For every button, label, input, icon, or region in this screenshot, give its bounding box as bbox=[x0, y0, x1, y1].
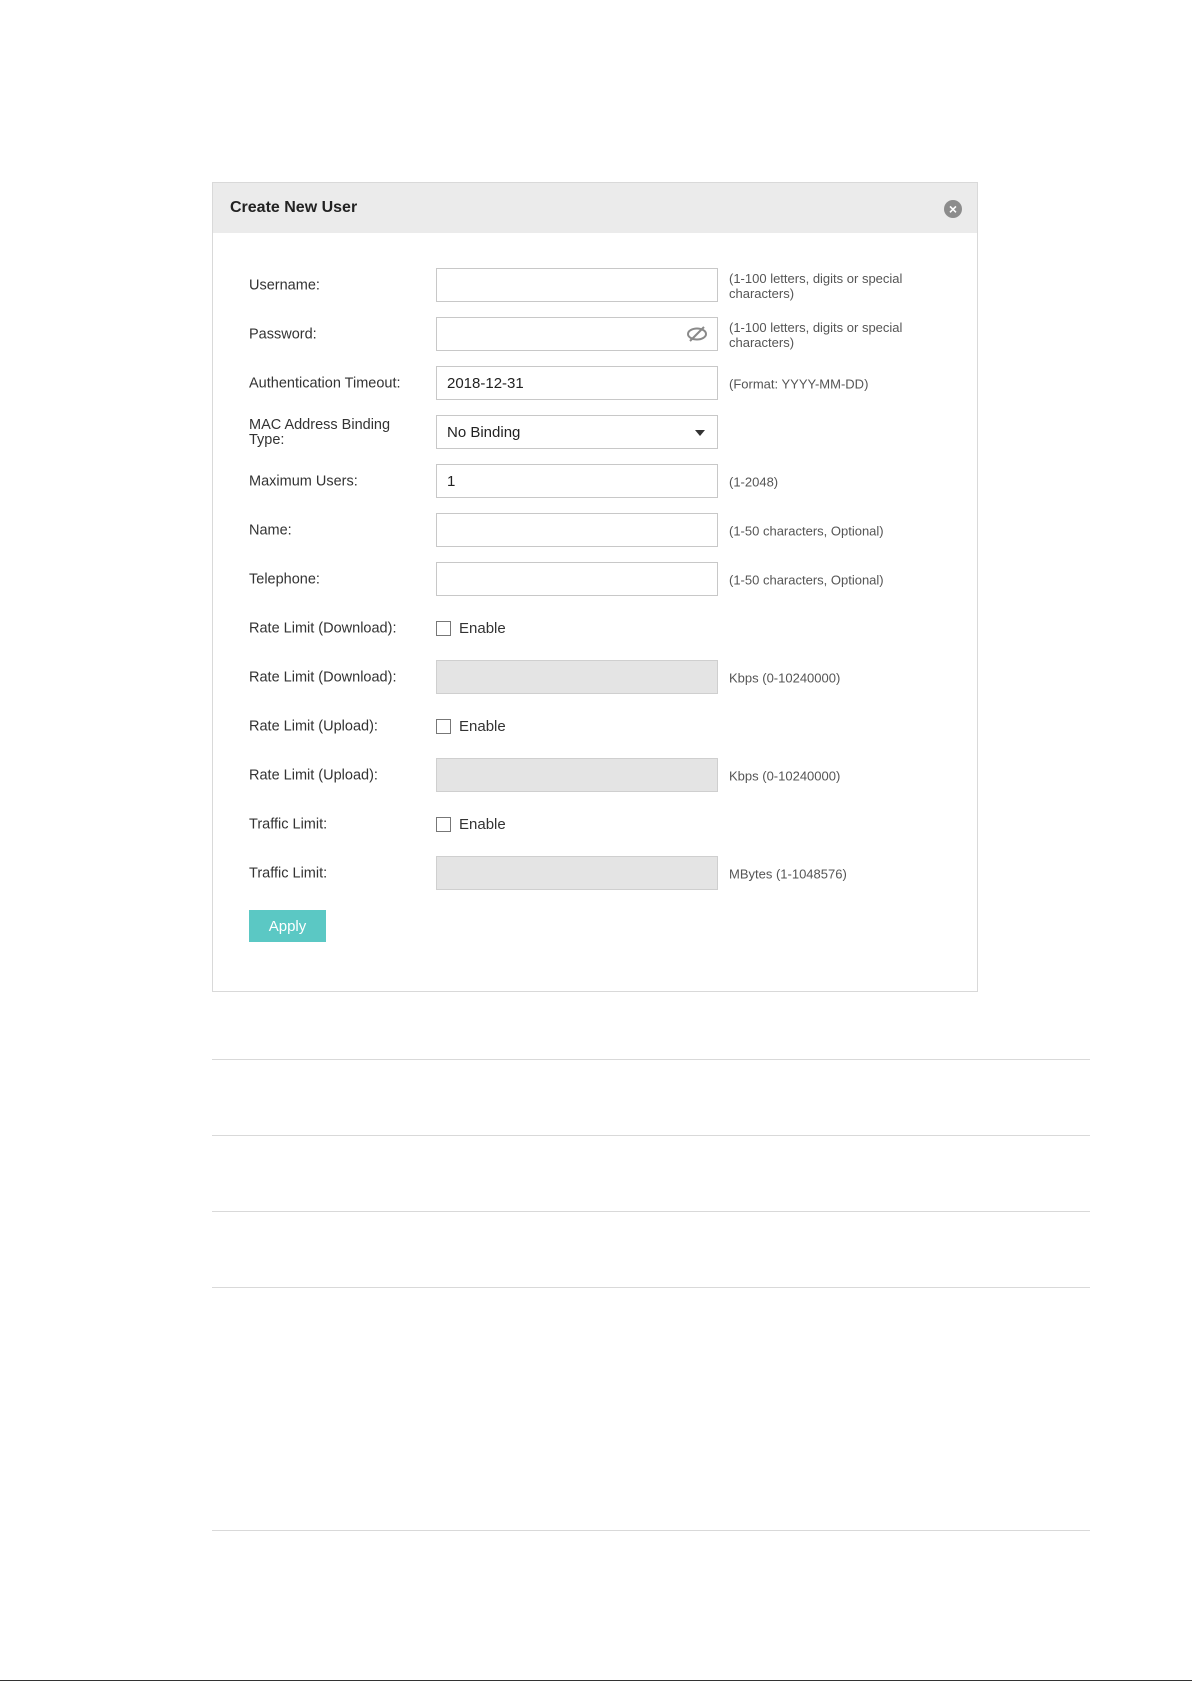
rate-upload-value-label: Rate Limit (Upload): bbox=[249, 767, 378, 784]
telephone-label: Telephone: bbox=[249, 571, 320, 588]
name-input[interactable] bbox=[436, 513, 718, 547]
mac-binding-select[interactable] bbox=[436, 415, 718, 449]
rate-download-value-row bbox=[213, 660, 977, 696]
password-input[interactable] bbox=[436, 317, 718, 351]
telephone-input[interactable] bbox=[436, 562, 718, 596]
rate-upload-input bbox=[436, 758, 718, 792]
auth-timeout-hint: (Format: YYYY-MM-DD) bbox=[729, 376, 869, 392]
max-users-input[interactable] bbox=[436, 464, 718, 498]
apply-button[interactable]: Apply bbox=[249, 910, 326, 942]
rate-upload-hint: Kbps (0-10240000) bbox=[729, 768, 841, 784]
divider bbox=[212, 1059, 1090, 1060]
auth-timeout-input[interactable] bbox=[436, 366, 718, 400]
create-user-dialog bbox=[212, 182, 978, 992]
checkbox[interactable] bbox=[436, 817, 451, 832]
rate-upload-enable-row bbox=[213, 709, 977, 745]
auth-timeout-label: Authentication Timeout: bbox=[249, 375, 401, 392]
traffic-value-label: Traffic Limit: bbox=[249, 865, 328, 882]
max-users-hint: (1-2048) bbox=[729, 474, 779, 490]
name-hint: (1-50 characters, Optional) bbox=[729, 523, 884, 539]
close-icon[interactable]: × bbox=[944, 200, 962, 218]
rate-download-input bbox=[436, 660, 718, 694]
username-input[interactable] bbox=[436, 268, 718, 302]
max-users-row bbox=[213, 464, 977, 500]
enable-label: Enable bbox=[459, 816, 506, 833]
checkbox[interactable] bbox=[436, 621, 451, 636]
divider bbox=[212, 1135, 1090, 1136]
page-bottom-rule bbox=[0, 1680, 1192, 1681]
rate-upload-enable-label: Rate Limit (Upload): bbox=[249, 718, 378, 735]
mac-binding-label: MAC Address Binding Type: bbox=[249, 417, 391, 448]
traffic-enable-row bbox=[213, 807, 977, 843]
rate-download-hint: Kbps (0-10240000) bbox=[729, 670, 841, 686]
divider bbox=[212, 1530, 1090, 1531]
traffic-value-row bbox=[213, 856, 977, 892]
traffic-limit-input bbox=[436, 856, 718, 890]
dialog-header bbox=[213, 183, 977, 233]
rate-download-enable-row bbox=[213, 611, 977, 647]
password-hint: (1-100 letters, digits or special characters) bbox=[729, 320, 903, 350]
dialog-title: Create New User bbox=[230, 199, 358, 216]
rate-download-value-label: Rate Limit (Download): bbox=[249, 669, 397, 686]
username-row bbox=[213, 268, 977, 304]
username-label: Username: bbox=[249, 277, 320, 294]
rate-download-enable-label: Rate Limit (Download): bbox=[249, 620, 397, 637]
checkbox[interactable] bbox=[436, 719, 451, 734]
chevron-down-icon bbox=[695, 430, 705, 436]
traffic-enable-label: Traffic Limit: bbox=[249, 816, 328, 833]
mac-binding-row bbox=[213, 415, 977, 451]
eye-slash-icon[interactable] bbox=[686, 326, 708, 342]
password-row bbox=[213, 317, 977, 353]
divider bbox=[212, 1211, 1090, 1212]
telephone-hint: (1-50 characters, Optional) bbox=[729, 572, 884, 588]
rate-upload-value-row bbox=[213, 758, 977, 794]
password-label: Password: bbox=[249, 326, 317, 343]
auth-timeout-row bbox=[213, 366, 977, 402]
divider bbox=[212, 1287, 1090, 1288]
enable-label: Enable bbox=[459, 718, 506, 735]
traffic-limit-hint: MBytes (1-1048576) bbox=[729, 866, 847, 882]
name-row bbox=[213, 513, 977, 549]
username-hint: (1-100 letters, digits or special characters) bbox=[729, 271, 903, 301]
name-label: Name: bbox=[249, 522, 292, 539]
enable-label: Enable bbox=[459, 620, 506, 637]
mac-binding-value: No Binding bbox=[447, 424, 521, 441]
telephone-row bbox=[213, 562, 977, 598]
max-users-label: Maximum Users: bbox=[249, 473, 358, 490]
